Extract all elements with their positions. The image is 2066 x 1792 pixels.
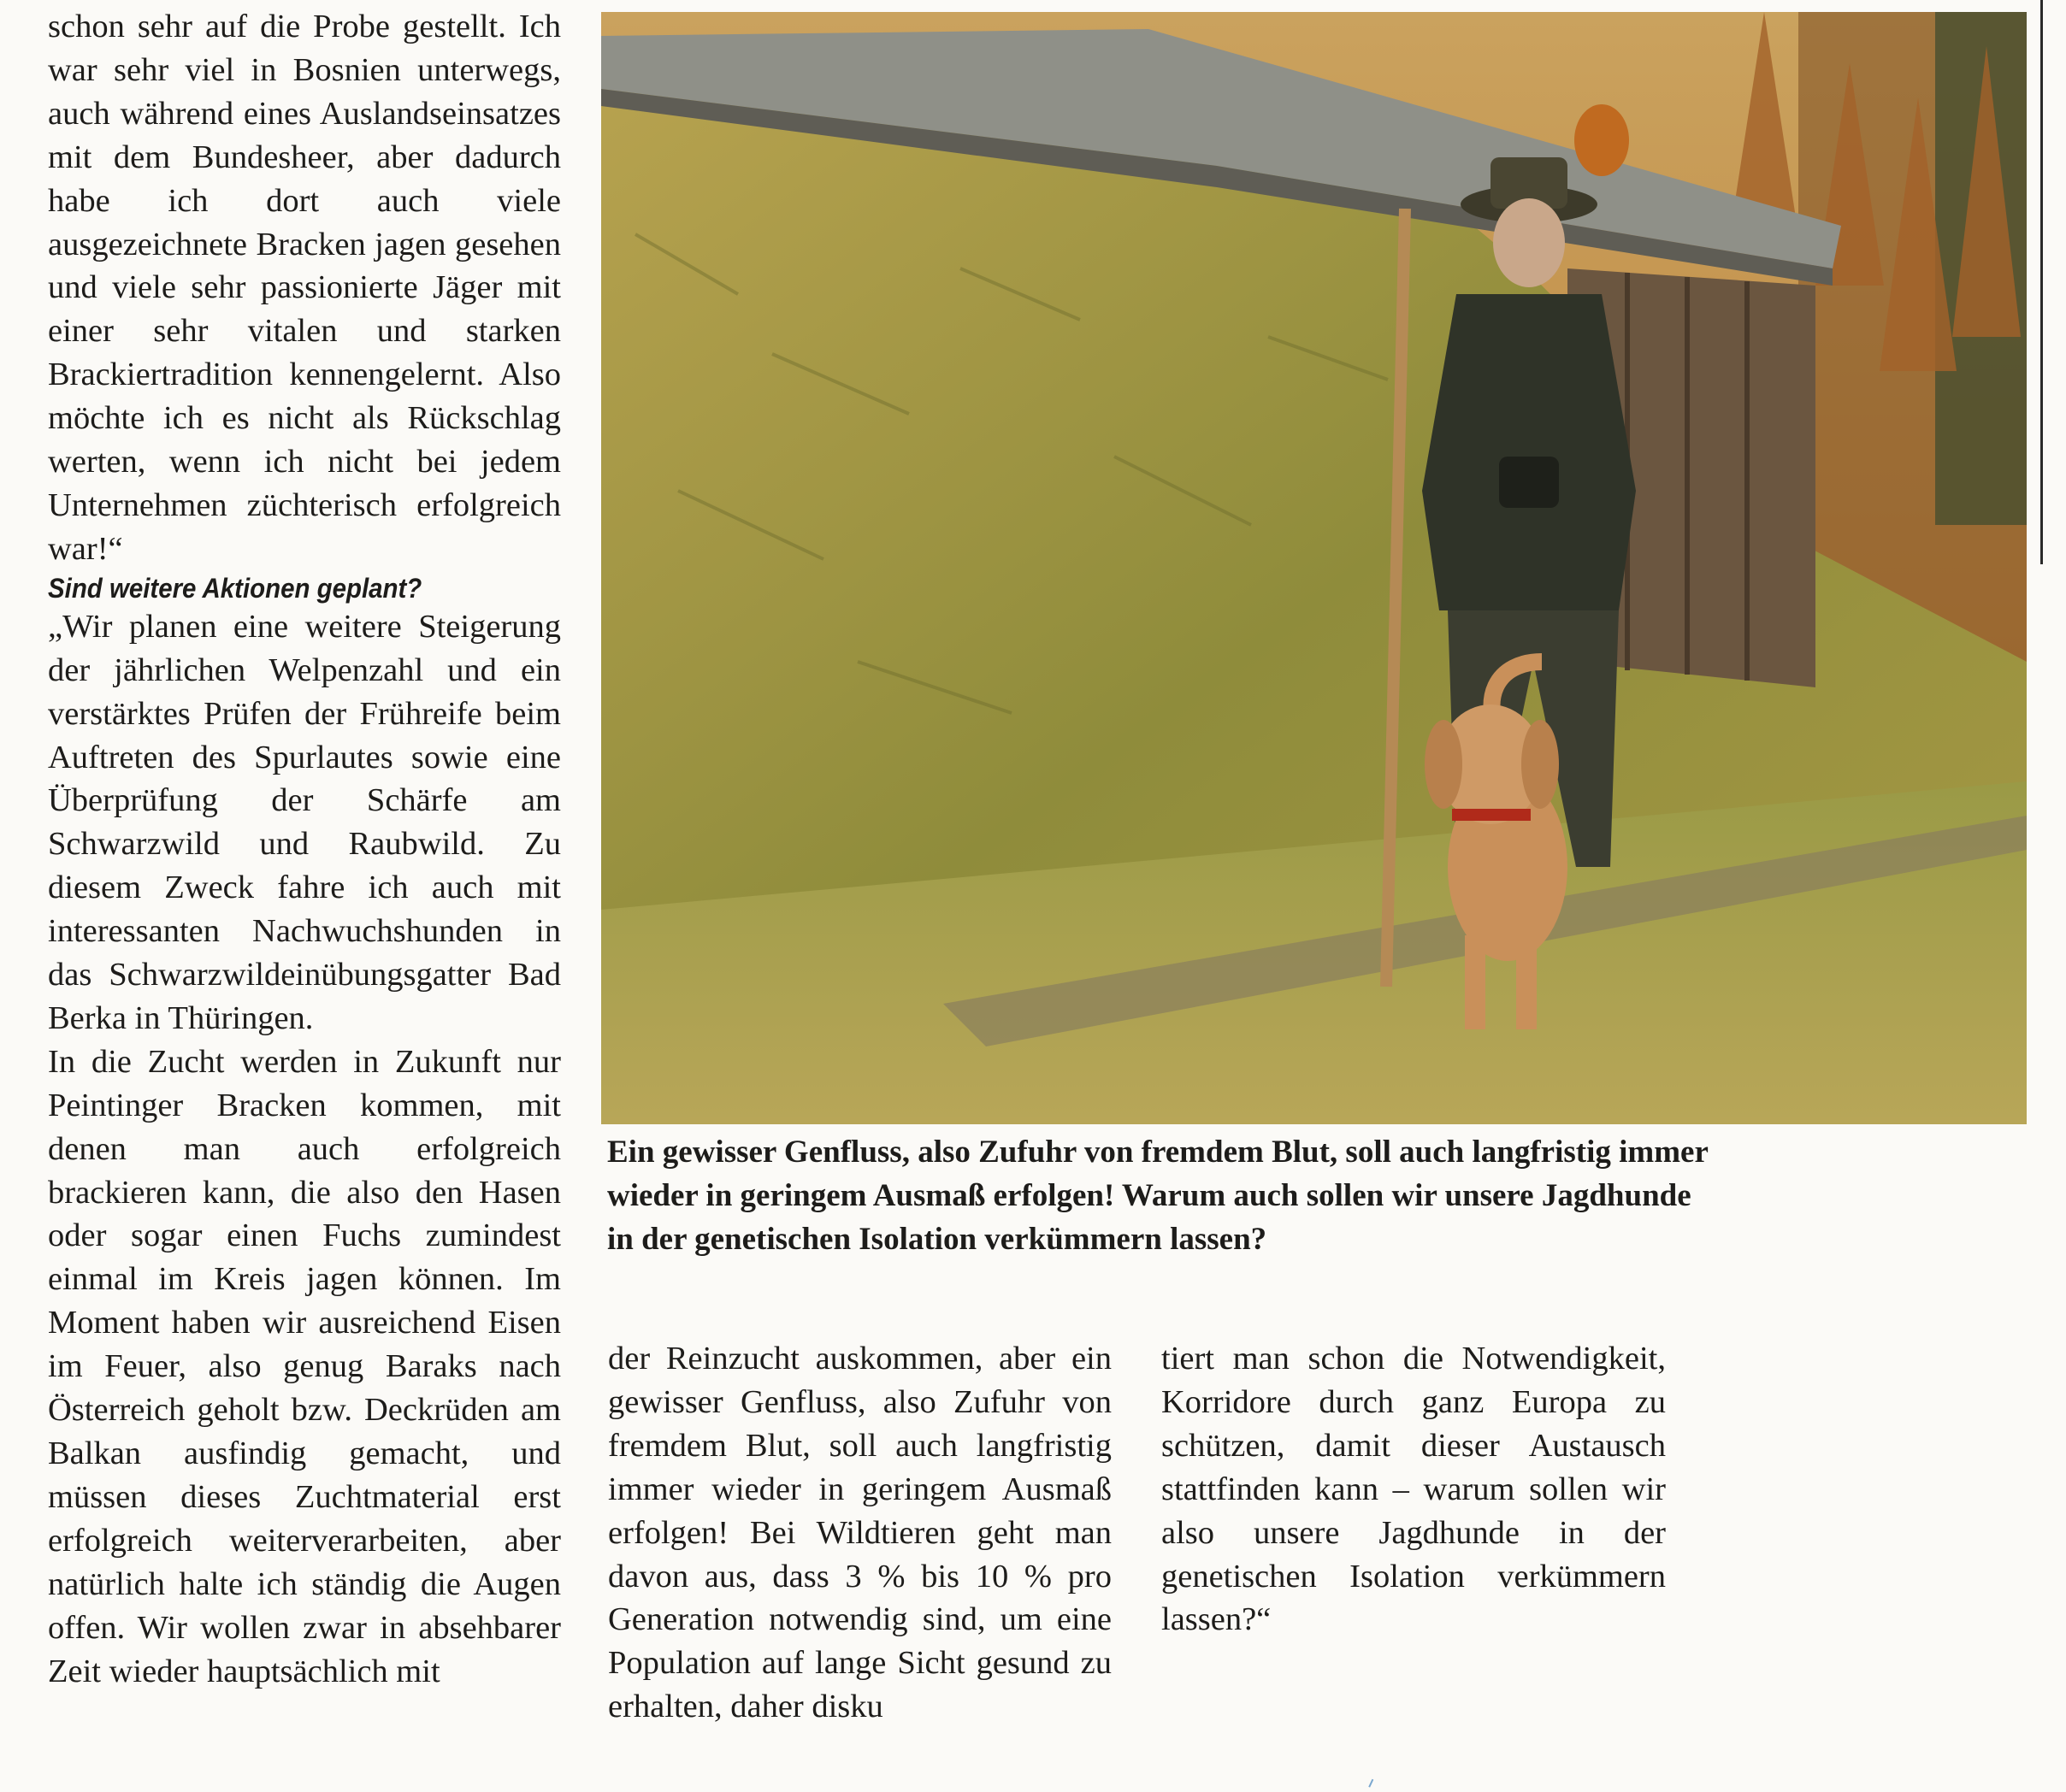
paragraph: „Wir planen eine weitere Steigerung der jährlichen Welpenzahl und ein verstärktes Prüfen der Frühreife beim Auftreten des Spurlautes sowie eine Überprüfung der Schärfe am Schwarzwild und Raubwild. Zu diesem Zweck fahre ich auch mit interessanten Nachwuchshunden in das Schwarzwildeinübungsgatter Bad Berka in Thüringen. <box>48 608 561 1036</box>
left-column <box>48 5 561 1693</box>
scan-mark <box>1368 1779 1378 1789</box>
middle-column <box>608 1337 1112 1729</box>
paragraph: der Reinzucht auskommen, aber ein gewisser Genfluss, also Zufuhr von fremdem Blut, soll auch langfristig immer wieder in geringem Ausmaß erfolgen! Bei Wildtieren geht man davon aus, dass 3 % bis 10 % pro Generation notwendig sind, um eine Population auf lange Sicht gesund zu erhalten, daher disku <box>608 1341 1112 1725</box>
paragraph: In die Zucht werden in Zukunft nur Peintinger Bracken kommen, mit denen man auch erfolgreich brackieren kann, die also den Hasen oder sogar einen Fuchs zumindest einmal im Kreis jagen können. Im Moment haben wir ausreichend Eisen im Feuer, also genug Baraks nach Österreich geholt bzw. Deckrüden am Balkan ausfindig gemacht, und müssen dieses Zuchtmaterial erst erfolgreich weiterverarbeiten, aber natürlich halte ich ständig die Augen offen. Wir wollen zwar in absehbarer Zeit wieder hauptsächlich mit <box>48 1043 561 1689</box>
paragraph: schon sehr auf die Probe gestellt. Ich war sehr viel in Bosnien unterwegs, auch während eines Auslandseinsatzes mit dem Bundesheer, aber dadurch habe ich dort auch viele ausgezeichnete Bracken jagen gesehen und viele sehr passionierte Jäger mit einer sehr vitalen und starken Brackiertradition kennengelernt. Also möchte ich es nicht als Rückschlag werten, wenn ich nicht bei jedem Unternehmen züchterisch erfolgreich war!“ <box>48 9 561 567</box>
caption-line: Ein gewisser Genfluss, also Zufuhr von fremdem Blut, soll auch langfristig immer <box>607 1135 1709 1170</box>
caption-line: in der genetischen Isolation verkümmern lassen? <box>607 1222 1267 1257</box>
photo-caption <box>607 1130 1873 1261</box>
right-column <box>1161 1337 1666 1642</box>
section-question-heading: Sind weitere Aktionen geplant? <box>48 572 422 604</box>
hunter-with-hound-photo <box>601 12 2027 1124</box>
paragraph: tiert man schon die Notwendigkeit, Korridore durch ganz Europa zu schützen, damit dieser Austausch stattfinden kann – warum sollen wir also unsere Jagdhunde in der genetischen Isolation verkümmern lassen?“ <box>1161 1341 1666 1638</box>
caption-line: wieder in geringem Ausmaß erfolgen! Warum auch sollen wir unsere Jagdhunde <box>607 1178 1691 1213</box>
page-edge-rule <box>2040 0 2043 564</box>
